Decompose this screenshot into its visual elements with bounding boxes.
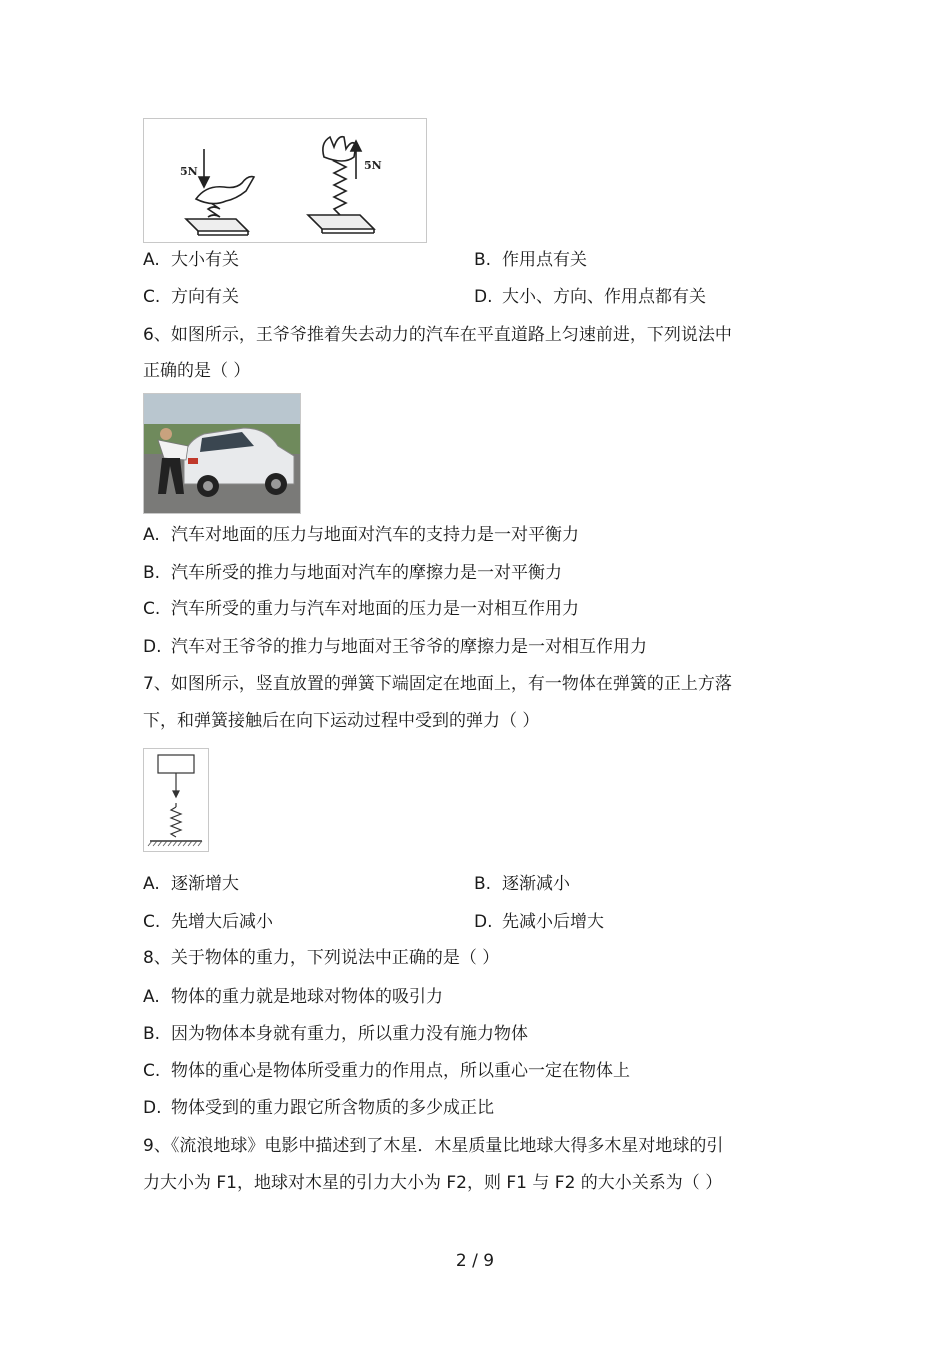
option-text: 逐渐增大 <box>171 874 239 894</box>
option-text: 汽车所受的重力与汽车对地面的压力是一对相互作用力 <box>171 599 579 619</box>
option-text: 大小有关 <box>171 250 239 270</box>
option-text: 因为物体本身就有重力，所以重力没有施力物体 <box>171 1024 528 1044</box>
q5-option-a <box>143 248 239 272</box>
spring-force-illustration <box>144 119 426 242</box>
q8-stem: 8、关于物体的重力，下列说法中正确的是（ ） <box>143 948 500 968</box>
q6-option-b <box>143 561 562 585</box>
option-text: 大小、方向、作用点都有关 <box>502 287 706 307</box>
option-key: B. <box>143 1024 161 1044</box>
q7-option-d <box>474 910 604 934</box>
left-force-label: 5N <box>180 165 198 178</box>
option-key: B. <box>474 874 492 894</box>
q7-option-b <box>474 872 570 896</box>
option-text: 汽车对地面的压力与地面对汽车的支持力是一对平衡力 <box>171 525 579 545</box>
q8-option-b <box>143 1022 528 1046</box>
q8-option-c <box>143 1059 630 1083</box>
q6-stem-line2: 正确的是（ ） <box>143 361 251 381</box>
q6-figure <box>143 393 301 514</box>
option-key: A. <box>143 987 160 1007</box>
q7-option-c <box>143 910 273 934</box>
option-key: D. <box>143 637 162 657</box>
q5-option-b <box>474 248 587 272</box>
q6-option-d <box>143 635 647 659</box>
option-text: 汽车对王爷爷的推力与地面对王爷爷的摩擦力是一对相互作用力 <box>171 637 647 657</box>
option-key: A. <box>143 525 160 545</box>
option-text: 方向有关 <box>171 287 239 307</box>
q5-figure <box>143 118 427 243</box>
option-key: C. <box>143 1061 161 1081</box>
q6-option-a <box>143 523 579 547</box>
q5-option-d <box>474 285 706 309</box>
q6-option-c <box>143 597 579 621</box>
option-key: D. <box>143 1098 162 1118</box>
q7-stem-line1: 7、如图所示，竖直放置的弹簧下端固定在地面上，有一物体在弹簧的正上方落 <box>143 674 732 694</box>
pushing-car-photo <box>144 394 300 513</box>
option-key: A. <box>143 874 160 894</box>
option-text: 先减小后增大 <box>502 912 604 932</box>
page-number: 2 / 9 <box>455 1251 495 1271</box>
q7-stem-line2: 下，和弹簧接触后在向下运动过程中受到的弹力（ ） <box>143 711 540 731</box>
option-text: 物体的重心是物体所受重力的作用点，所以重心一定在物体上 <box>171 1061 630 1081</box>
right-force-label: 5N <box>364 159 382 172</box>
option-key: A. <box>143 250 160 270</box>
q6-stem-line1: 6、如图所示，王爷爷推着失去动力的汽车在平直道路上匀速前进，下列说法中 <box>143 325 732 345</box>
option-key: B. <box>474 250 492 270</box>
q8-option-a <box>143 985 443 1009</box>
option-key: C. <box>143 599 161 619</box>
option-text: 物体的重力就是地球对物体的吸引力 <box>171 987 443 1007</box>
option-key: C. <box>143 287 161 307</box>
falling-block-spring-diagram <box>144 749 208 851</box>
option-text: 先增大后减小 <box>171 912 273 932</box>
option-key: D. <box>474 912 493 932</box>
option-key: C. <box>143 912 161 932</box>
option-text: 逐渐减小 <box>502 874 570 894</box>
option-text: 作用点有关 <box>502 250 587 270</box>
q5-option-c <box>143 285 239 309</box>
option-key: B. <box>143 563 161 583</box>
q8-option-d <box>143 1096 494 1120</box>
q9-stem-line1: 9、《流浪地球》电影中描述到了木星．木星质量比地球大得多木星对地球的引 <box>143 1136 724 1156</box>
option-text: 物体受到的重力跟它所含物质的多少成正比 <box>171 1098 494 1118</box>
option-text: 汽车所受的推力与地面对汽车的摩擦力是一对平衡力 <box>171 563 562 583</box>
q7-option-a <box>143 872 239 896</box>
q9-stem-line2: 力大小为 F1，地球对木星的引力大小为 F2，则 F1 与 F2 的大小关系为（ ） <box>143 1173 723 1193</box>
q7-figure <box>143 748 209 852</box>
option-key: D. <box>474 287 493 307</box>
